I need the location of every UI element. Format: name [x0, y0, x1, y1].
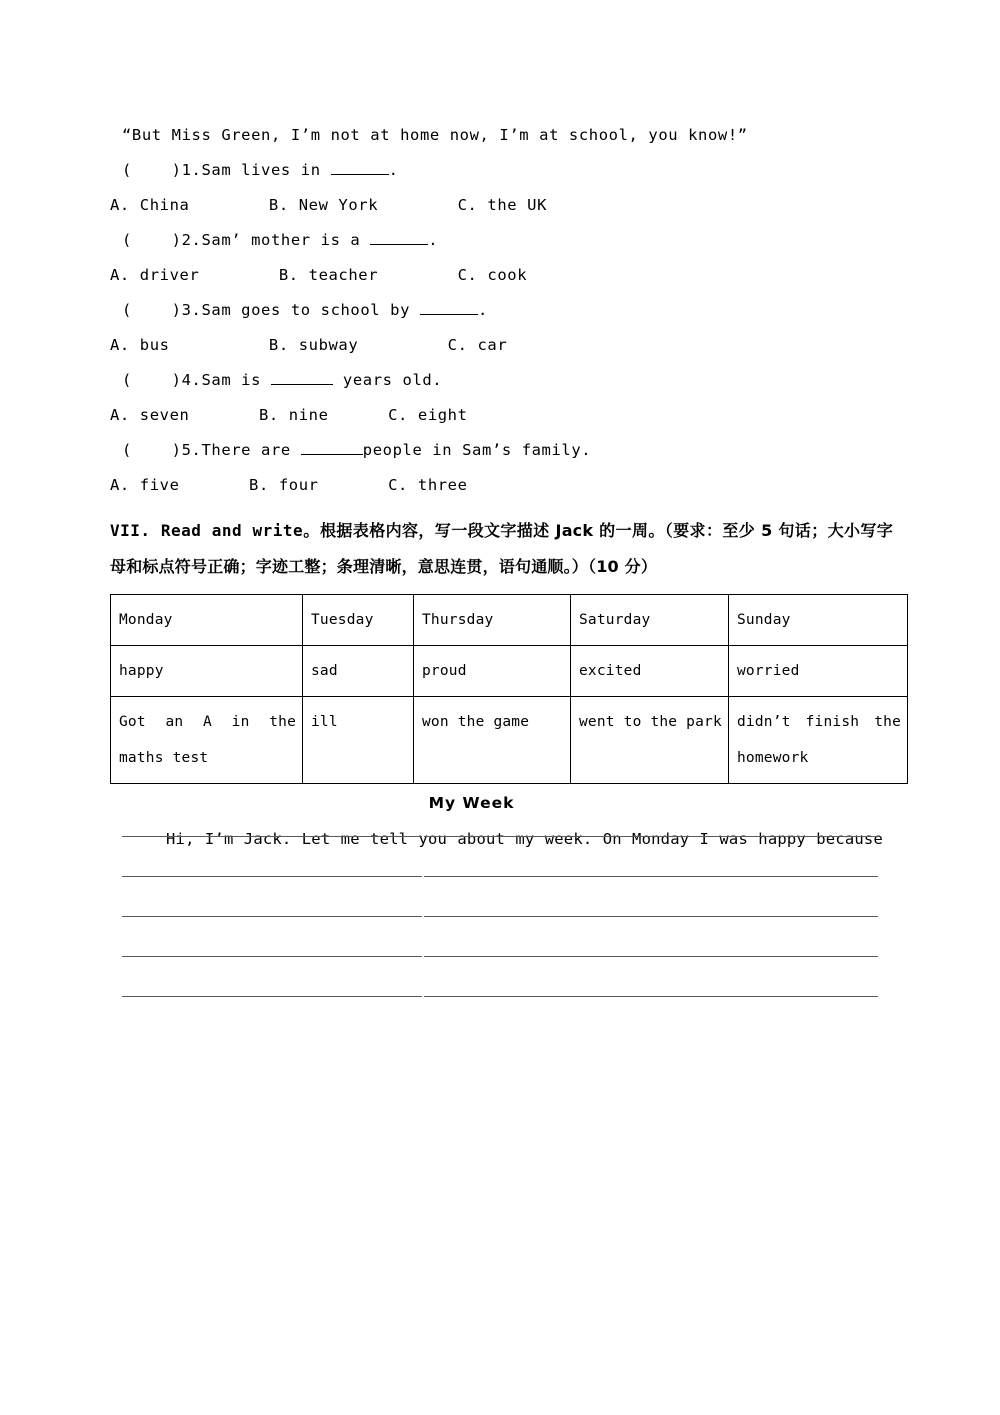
- question-2-stem-text: ( )2.Sam’ mother is a: [122, 231, 371, 249]
- answer-line-5[interactable]: [122, 990, 878, 1030]
- week-table: [110, 594, 908, 784]
- question-5-options: A. five B. four C. three: [110, 476, 468, 494]
- answer-line-1-segment-left: [122, 836, 422, 837]
- section-7-number: VII. Read and write。: [110, 521, 321, 540]
- answer-line-1-segment-right: [424, 836, 878, 837]
- answer-line-1[interactable]: [122, 830, 878, 870]
- answer-line-2[interactable]: [122, 870, 878, 910]
- table-cell-event-saturday: went to the park: [571, 697, 729, 784]
- table-cell-feeling-monday: happy: [111, 646, 303, 697]
- section-7-instructions: 根据表格内容，写一段文字描述 Jack 的一周。（要求：至少 5 句话；大小写字母和标点符号正确；字迹工整；条理清晰，意思连贯，语句通顺。）（10 分）: [110, 521, 893, 576]
- question-5-stem-text: ( )5.There are: [122, 441, 301, 459]
- answer-line-4[interactable]: [122, 950, 878, 990]
- passage-quote-line: “But Miss Green, I’m not at home now, I’m at school, you know!”: [122, 126, 748, 144]
- question-4-options: A. seven B. nine C. eight: [110, 406, 468, 424]
- answer-line-4-segment-left: [122, 956, 422, 957]
- table-cell-day-tuesday: Tuesday: [303, 595, 414, 646]
- question-5-stem: [110, 433, 890, 468]
- table-row-days: [111, 595, 908, 646]
- question-1-stem-end: .: [388, 161, 399, 179]
- table-cell-day-thursday: Thursday: [414, 595, 571, 646]
- question-4-stem-text: ( )4.Sam is: [122, 371, 271, 389]
- table-cell-day-monday: Monday: [111, 595, 303, 646]
- question-3-stem: [110, 293, 890, 328]
- question-3-blank: [420, 314, 478, 315]
- answer-line-5-segment-right: [424, 996, 878, 997]
- page-content: [110, 118, 901, 856]
- composition-opening-sentence: Hi, I’m Jack. Let me tell you about my week. On Monday I was happy because: [166, 830, 883, 848]
- answer-line-5-segment-left: [122, 996, 422, 997]
- answer-line-2-segment-right: [424, 876, 878, 877]
- question-4-blank: [271, 384, 333, 385]
- question-3-stem-end: .: [477, 301, 488, 319]
- table-cell-event-sunday: didn’t finish the homework: [729, 697, 908, 784]
- composition-title: My Week: [428, 794, 515, 812]
- question-1-blank: [331, 174, 389, 175]
- table-cell-feeling-saturday: excited: [571, 646, 729, 697]
- table-cell-feeling-thursday: proud: [414, 646, 571, 697]
- question-3-options: A. bus B. subway C. car: [110, 336, 508, 354]
- question-2-options: A. driver B. teacher C. cook: [110, 266, 528, 284]
- question-1-options: A. China B. New York C. the UK: [110, 196, 547, 214]
- question-1-stem-text: ( )1.Sam lives in: [122, 161, 331, 179]
- table-cell-day-sunday: Sunday: [729, 595, 908, 646]
- question-2-stem: [110, 223, 890, 258]
- answer-writing-lines: [122, 830, 878, 1030]
- table-row-events: [111, 697, 908, 784]
- question-2-blank: [370, 244, 428, 245]
- section-7-heading: [110, 513, 893, 585]
- table-cell-day-saturday: Saturday: [571, 595, 729, 646]
- question-4-stem: [110, 363, 890, 398]
- table-row-feelings: [111, 646, 908, 697]
- table-cell-event-monday: Got an A in the maths test: [111, 697, 303, 784]
- answer-line-3-segment-right: [424, 916, 878, 917]
- answer-line-3-segment-left: [122, 916, 422, 917]
- table-cell-event-tuesday: ill: [303, 697, 414, 784]
- question-4-stem-end: years old.: [332, 371, 443, 389]
- question-2-stem-end: .: [428, 231, 439, 249]
- table-cell-event-thursday: won the game: [414, 697, 571, 784]
- answer-line-3[interactable]: [122, 910, 878, 950]
- table-cell-feeling-tuesday: sad: [303, 646, 414, 697]
- answer-line-2-segment-left: [122, 876, 422, 877]
- question-5-stem-end: people in Sam’s family.: [362, 441, 592, 459]
- question-1-stem: [110, 153, 890, 188]
- answer-line-4-segment-right: [424, 956, 878, 957]
- table-cell-feeling-sunday: worried: [729, 646, 908, 697]
- question-5-blank: [301, 454, 363, 455]
- question-3-stem-text: ( )3.Sam goes to school by: [122, 301, 420, 319]
